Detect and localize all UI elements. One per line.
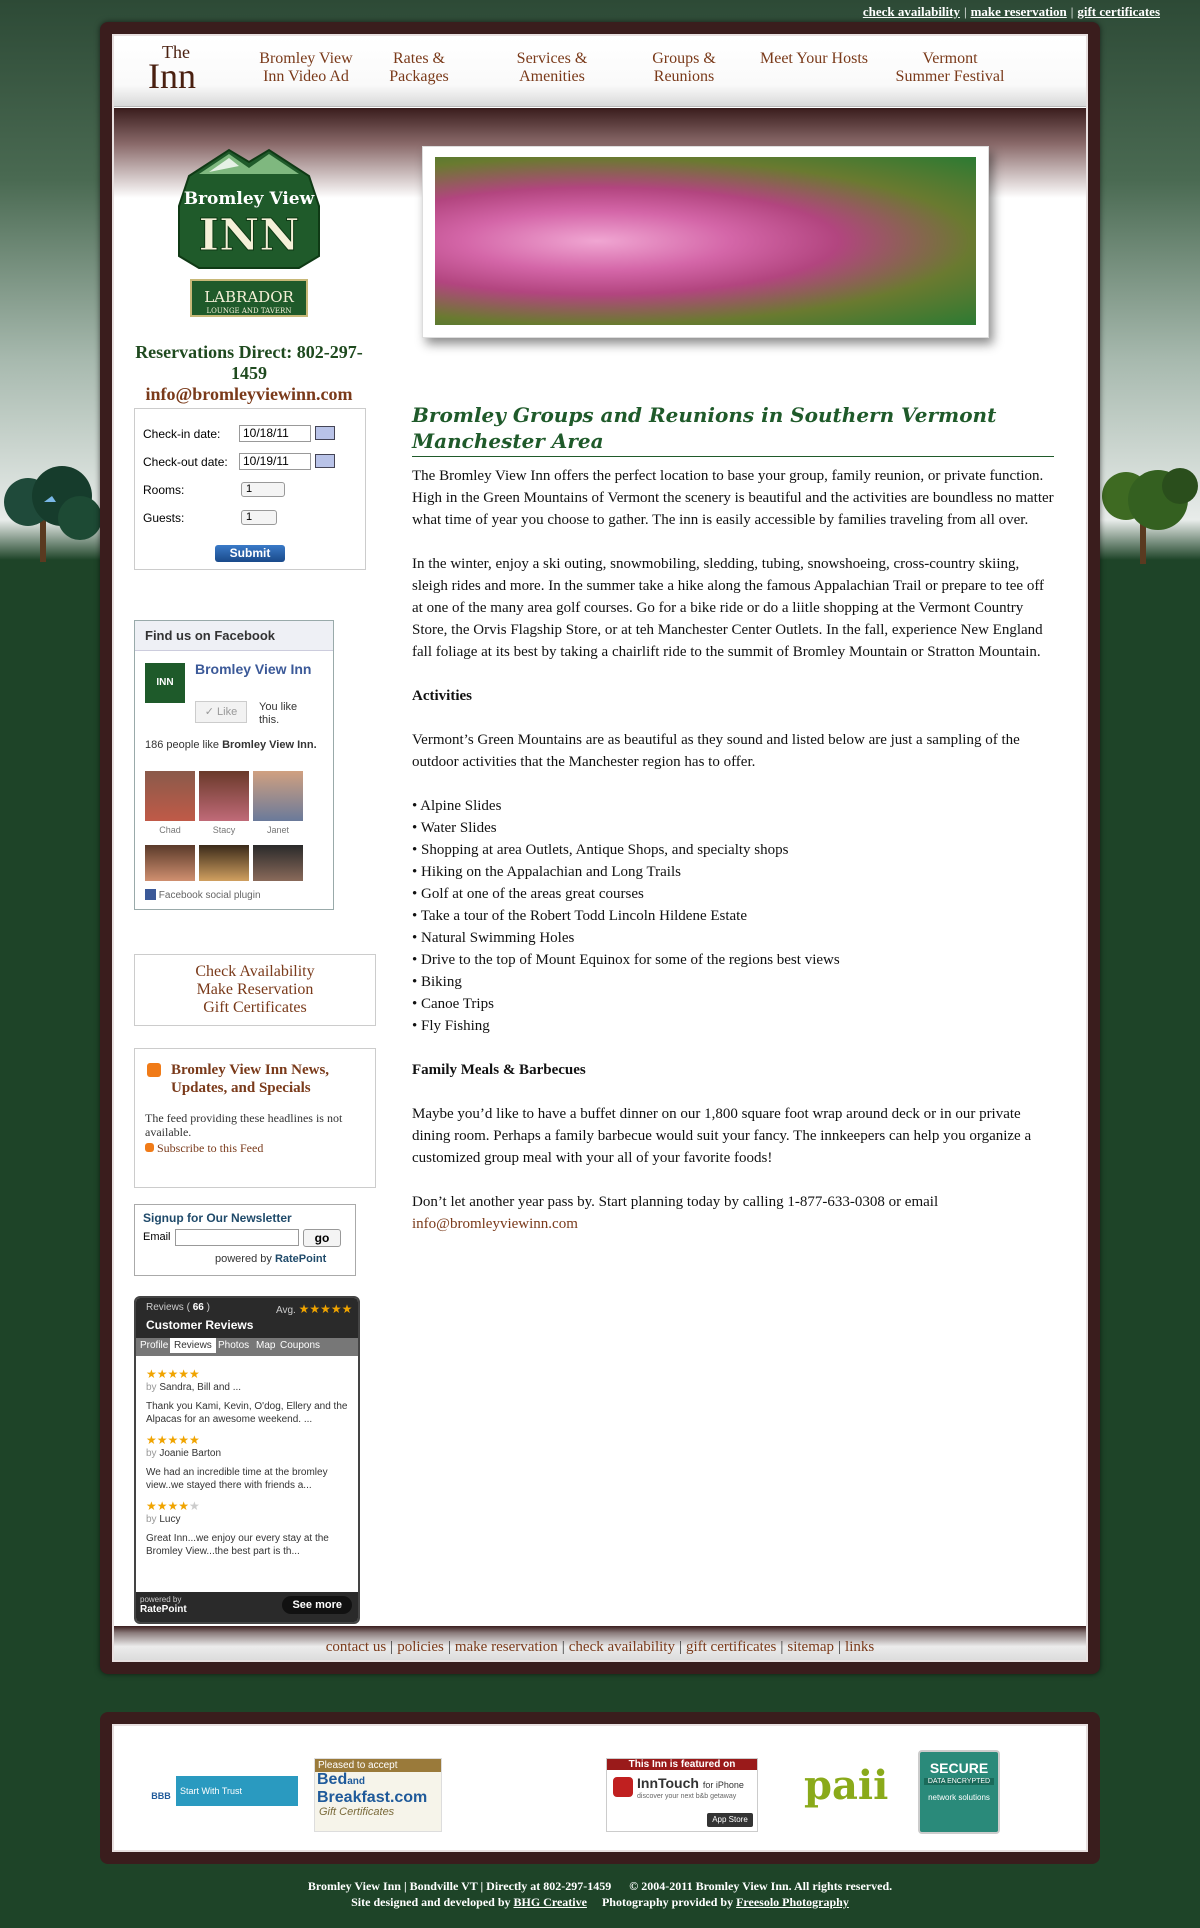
list-item: • Hiking on the Appalachian and Long Trails bbox=[412, 864, 681, 880]
top-links: check availability | make reservation | gift certificates bbox=[862, 4, 1160, 19]
nav-item-video-ad[interactable]: Bromley View Inn Video Ad bbox=[259, 50, 353, 85]
list-item: • Fly Fishing bbox=[412, 1018, 490, 1034]
news-body: The feed providing these headlines is not available. bbox=[145, 1111, 343, 1139]
top-link-check-availability[interactable]: check availability bbox=[862, 4, 960, 19]
reviews-footer bbox=[136, 1592, 358, 1622]
bnb-gift: Gift Certificates bbox=[319, 1806, 395, 1818]
footer-link-check-availability[interactable]: check availability bbox=[568, 1639, 675, 1655]
paragraph-meals: Maybe you’d like to have a buffet dinner on our 1,800 square foot wrap around deck or in our private dining room. Perhaps a family barbecue would suit your fancy. The innkeepers can help you organize a customized group meal with your all of your favorite foods! bbox=[412, 1106, 1032, 1166]
checkin-label: Check-in date: bbox=[143, 427, 221, 441]
reservations-info bbox=[134, 342, 364, 405]
bbb-label: Start With Trust bbox=[176, 1776, 298, 1806]
paragraph-contact: Don’t let another year pass by. Start planning today by calling 1-877-633-0308 or email info@bromleyviewinn.com bbox=[412, 1194, 939, 1232]
rss-icon bbox=[147, 1063, 161, 1077]
tab-coupons[interactable]: Coupons bbox=[280, 1340, 321, 1351]
guests-label: Guests: bbox=[143, 511, 185, 525]
tree-left-decoration bbox=[0, 462, 104, 562]
rating-stars-icon: ★★★★★ bbox=[146, 1499, 200, 1513]
content-email-link[interactable]: info@bromleyviewinn.com bbox=[412, 1216, 578, 1232]
facebook-f-icon bbox=[145, 889, 156, 900]
facebook-like-button[interactable]: ✓ Like bbox=[195, 701, 247, 723]
facebook-friend-avatar[interactable] bbox=[253, 845, 303, 881]
paragraph-intro: The Bromley View Inn offers the perfect location to base your group, family reunion, or private function. High in the Green Mountains of Vermont the scenery is beautiful and the activities are boundless no matter what time of year you choose to gather. The inn is easily accessible by families traveling from all over. bbox=[412, 468, 1054, 528]
bromley-view-inn-logo[interactable] bbox=[169, 146, 329, 321]
heart-icon bbox=[613, 1777, 633, 1797]
main-content-area bbox=[112, 34, 1088, 1662]
review-item[interactable]: ★★★★★ by Joanie Barton We had an incredible time at the bromley view..we stayed there with friends a... bbox=[146, 1434, 352, 1492]
paii-badge[interactable]: paii bbox=[804, 1762, 889, 1809]
facebook-like-count: 186 people like Bromley View Inn. bbox=[145, 739, 317, 751]
badges-area bbox=[112, 1724, 1088, 1852]
availability-form bbox=[134, 408, 366, 570]
reviews-tabs bbox=[136, 1338, 358, 1356]
news-feed-box bbox=[134, 1048, 376, 1188]
secure-sub: DATA ENCRYPTED bbox=[924, 1778, 994, 1785]
tree-right-decoration bbox=[1096, 460, 1200, 564]
reviews-count: Reviews ( 66 ) bbox=[146, 1302, 210, 1313]
tab-photos[interactable]: Photos bbox=[218, 1340, 250, 1351]
checkout-label: Check-out date: bbox=[143, 455, 228, 469]
newsletter-email-input[interactable] bbox=[175, 1229, 299, 1246]
review-item[interactable]: ★★★★★ by Lucy Great Inn...we enjoy our every stay at the Bromley View...the best part is th... bbox=[146, 1500, 352, 1558]
newsletter-go-button[interactable]: go bbox=[303, 1229, 341, 1247]
list-item: • Golf at one of the areas great courses bbox=[412, 886, 644, 902]
bnb-top: Pleased to accept bbox=[315, 1759, 441, 1772]
badges-frame bbox=[100, 1712, 1100, 1864]
logo-small-inn: Inn bbox=[148, 56, 196, 97]
logo-small-the: The bbox=[162, 42, 190, 62]
list-item: • Take a tour of the Robert Todd Lincoln Hildene Estate bbox=[412, 908, 748, 924]
reviews-title: Customer Reviews bbox=[146, 1318, 254, 1332]
reservations-email[interactable]: info@bromleyviewinn.com bbox=[145, 384, 353, 404]
facebook-friend-avatar[interactable] bbox=[253, 771, 303, 821]
tab-profile[interactable]: Profile bbox=[140, 1340, 169, 1351]
inntouch-top: This Inn is featured on bbox=[607, 1759, 757, 1770]
footer-links: contact us | policies | make reservation | check availability | gift certificates | sitemap | links bbox=[114, 1626, 1086, 1660]
logo-line4: LOUNGE AND TAVERN bbox=[206, 307, 292, 315]
top-link-make-reservation[interactable]: make reservation bbox=[970, 4, 1067, 19]
bnb-gift-badge[interactable] bbox=[314, 1758, 442, 1832]
rating-stars-icon: ★★★★★ bbox=[146, 1433, 200, 1447]
nav-item-groups-reunions[interactable]: Groups & Reunions bbox=[652, 50, 716, 85]
activities-list bbox=[412, 795, 1054, 1037]
list-item: • Water Slides bbox=[412, 820, 497, 836]
reviews-header bbox=[136, 1298, 358, 1338]
footer-link-make-reservation[interactable]: make reservation bbox=[454, 1639, 558, 1655]
bbb-logo-icon: BBB bbox=[151, 1791, 171, 1801]
inntouch-name: InnTouch for iPhone bbox=[637, 1775, 744, 1791]
footer-link-contact-us[interactable]: contact us bbox=[325, 1639, 387, 1655]
checkin-date-input[interactable]: 10/18/11 bbox=[239, 425, 311, 442]
facebook-you-like: You like this. bbox=[259, 701, 298, 726]
tab-map[interactable]: Map bbox=[256, 1340, 276, 1351]
facebook-friend-avatar[interactable] bbox=[145, 771, 195, 821]
facebook-friend-name: Stacy bbox=[212, 825, 236, 835]
nav-item-rates-packages[interactable]: Rates & Packages bbox=[389, 50, 449, 85]
activities-heading: Activities bbox=[412, 688, 472, 704]
side-link-check-availability[interactable]: Check Availability bbox=[195, 963, 315, 980]
guests-select[interactable]: 1 bbox=[241, 510, 277, 525]
hero-image-frame bbox=[422, 146, 989, 338]
nav-item-meet-your-hosts[interactable]: Meet Your Hosts bbox=[759, 50, 868, 67]
rss-icon-small bbox=[145, 1143, 154, 1152]
submit-button[interactable]: Submit bbox=[215, 545, 285, 562]
average-stars-icon: ★★★★★ bbox=[298, 1302, 353, 1316]
side-links-box bbox=[134, 954, 376, 1026]
list-item: • Natural Swimming Holes bbox=[412, 930, 575, 946]
logo-line3: LABRADOR bbox=[204, 288, 294, 306]
facebook-friend-name: Janet bbox=[266, 825, 290, 835]
facebook-header: Find us on Facebook bbox=[135, 621, 333, 651]
footer-link-sitemap[interactable]: sitemap bbox=[787, 1639, 835, 1655]
nav-item-services-amenities[interactable]: Services & Amenities bbox=[516, 50, 588, 85]
reservations-phone: Reservations Direct: 802-297-1459 bbox=[135, 342, 363, 383]
app-store-icon: App Store bbox=[707, 1813, 753, 1827]
site-logo-small[interactable] bbox=[148, 42, 196, 97]
checkin-calendar-icon[interactable] bbox=[315, 426, 335, 440]
facebook-page-avatar[interactable]: INN bbox=[145, 663, 185, 703]
list-item: • Canoe Trips bbox=[412, 996, 494, 1012]
news-title[interactable]: Bromley View Inn News, Updates, and Specials bbox=[171, 1062, 330, 1096]
footer-link-gift-certificates[interactable]: gift certificates bbox=[685, 1639, 777, 1655]
rating-stars-icon: ★★★★★ bbox=[146, 1367, 200, 1381]
hero-flower-image bbox=[435, 157, 976, 325]
inntouch-badge[interactable] bbox=[606, 1758, 758, 1832]
facebook-plugin-label: Facebook social plugin bbox=[145, 889, 261, 901]
logo-line1: Bromley View bbox=[183, 189, 315, 209]
list-item: • Shopping at area Outlets, Antique Shops, and specialty shops bbox=[412, 842, 789, 858]
secure-label: SECURE bbox=[929, 1760, 989, 1776]
paragraph-seasons: In the winter, enjoy a ski outing, snowmobiling, sledding, tubing, snowshoeing, cross-country skiing, sleigh rides and more. In the summer take a hike along the famous Appalachian Trail or prepare to tee off at one of the many area golf courses. Go for a bike ride or do a liitle shopping at the Vermont Country Store, the Orvis Flagship Store, or at teh Manchester Center Outlets. In the fall, experience New England fall foliage at its best by taking a chairlift ride to the summit of Bromley Mountain or Stratton Mountain. bbox=[412, 556, 1045, 660]
facebook-page-name[interactable]: Bromley View Inn bbox=[195, 661, 312, 677]
side-link-make-reservation[interactable]: Make Reservation bbox=[196, 981, 314, 998]
secure-badge[interactable] bbox=[918, 1750, 1000, 1834]
photographer-link[interactable]: Freesolo Photography bbox=[736, 1895, 849, 1909]
newsletter-email-label: Email bbox=[143, 1231, 171, 1243]
top-link-gift-certificates[interactable]: gift certificates bbox=[1077, 4, 1160, 19]
facebook-friend-name: Chad bbox=[159, 825, 181, 835]
side-link-gift-certificates[interactable]: Gift Certificates bbox=[203, 999, 307, 1016]
rooms-select[interactable]: 1 bbox=[241, 482, 285, 497]
main-nav bbox=[114, 36, 1086, 107]
tab-reviews[interactable]: Reviews bbox=[170, 1338, 216, 1353]
list-item: • Alpine Slides bbox=[412, 798, 502, 814]
facebook-friend-avatar[interactable] bbox=[199, 771, 249, 821]
reviews-average: Avg. ★★★★★ bbox=[276, 1302, 353, 1316]
bnb-title: Bedand Breakfast.com bbox=[317, 1771, 428, 1806]
nav-item-summer-festival[interactable]: Vermont Summer Festival bbox=[895, 50, 1005, 85]
page-title: Bromley Groups and Reunions in Southern Vermont Manchester Area bbox=[412, 402, 1054, 457]
paragraph-activities-intro: Vermont’s Green Mountains are as beautiful as they sound and listed below are just a sampling of the outdoor activities that the Manchester region has to offer. bbox=[412, 732, 1020, 770]
newsletter-signup bbox=[134, 1204, 356, 1276]
main-frame bbox=[100, 22, 1100, 1674]
ns-label: network solutions bbox=[928, 1793, 990, 1802]
rooms-label: Rooms: bbox=[143, 483, 185, 497]
logo-line2: INN bbox=[198, 210, 300, 261]
copyright: Bromley View Inn | Bondville VT | Directly at 802-297-1459 © 2004-2011 Bromley View Inn. All rights reserved. Site designed and developed by BHG Creative Photography provided by Freesolo Photography bbox=[307, 1879, 893, 1909]
designer-link[interactable]: BHG Creative bbox=[513, 1895, 587, 1909]
checkout-calendar-icon[interactable] bbox=[315, 454, 335, 468]
facebook-widget bbox=[134, 620, 334, 910]
review-item[interactable]: ★★★★★ by Sandra, Bill and ... Thank you Kami, Kevin, O'dog, Ellery and the Alpacas for an awesome weekend. ... bbox=[146, 1368, 352, 1426]
facebook-friend-avatar[interactable] bbox=[145, 845, 195, 881]
list-item: • Drive to the top of Mount Equinox for some of the regions best views bbox=[412, 952, 840, 968]
meals-heading: Family Meals & Barbecues bbox=[412, 1062, 586, 1078]
newsletter-title: Signup for Our Newsletter bbox=[143, 1211, 292, 1225]
footer-link-policies[interactable]: policies bbox=[397, 1639, 444, 1655]
customer-reviews-widget bbox=[134, 1296, 360, 1624]
facebook-friend-avatar[interactable] bbox=[199, 845, 249, 881]
checkout-date-input[interactable]: 10/19/11 bbox=[239, 453, 311, 470]
inntouch-sub: discover your next b&b getaway bbox=[637, 1793, 737, 1800]
main-article bbox=[412, 402, 1054, 1257]
list-item: • Biking bbox=[412, 974, 462, 990]
reviews-powered: powered by RatePoint bbox=[140, 1595, 187, 1615]
subscribe-feed-link[interactable]: Subscribe to this Feed bbox=[145, 1141, 263, 1156]
newsletter-powered: powered by RatePoint bbox=[215, 1253, 327, 1265]
footer-link-links[interactable]: links bbox=[845, 1639, 875, 1655]
see-more-button[interactable]: See more bbox=[282, 1596, 352, 1614]
